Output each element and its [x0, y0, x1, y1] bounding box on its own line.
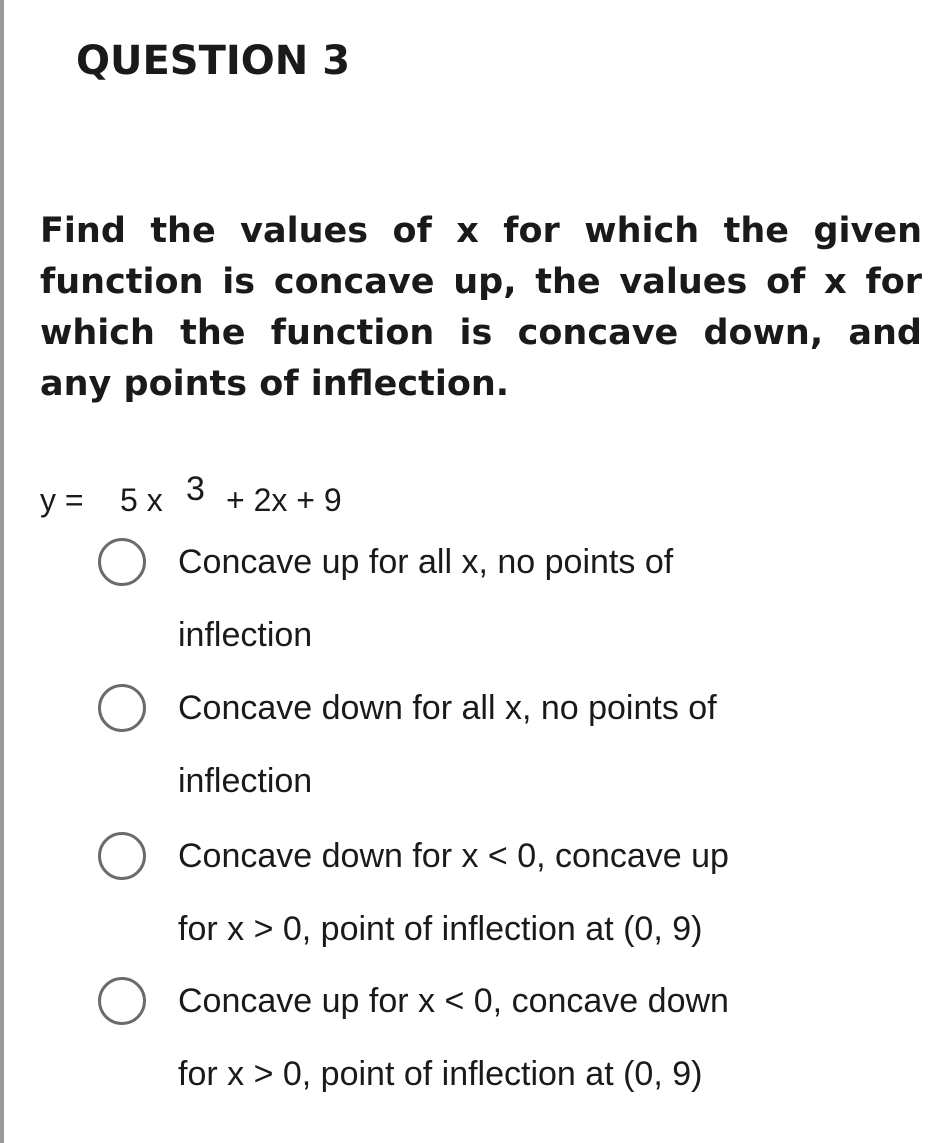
answer-option-label-b[interactable] — [178, 672, 878, 818]
answer-option-b-line-1: Concave down for all x, no points of — [178, 689, 717, 727]
answer-option-label-d[interactable] — [178, 965, 878, 1111]
answer-option-c-line-2: for x > 0, point of inflection at (0, 9) — [178, 910, 703, 948]
left-border-rule — [0, 0, 4, 1143]
radio-button-b[interactable] — [98, 684, 146, 732]
answer-option-a-line-1: Concave up for all x, no points of — [178, 543, 674, 581]
question-prompt: Find the values of x for which the given function is concave up, the values of x for which the function is concave down, and any points of inflection. — [40, 211, 922, 404]
radio-button-d[interactable] — [98, 977, 146, 1025]
radio-button-c[interactable] — [98, 832, 146, 880]
radio-button-a[interactable] — [98, 538, 146, 586]
answer-option-d-line-2: for x > 0, point of inflection at (0, 9) — [178, 1055, 703, 1093]
equation-coefficient: 5 x — [120, 482, 163, 518]
equation-exponent: 3 — [186, 470, 205, 508]
answer-option-label-c[interactable] — [178, 820, 878, 966]
answer-option-a-line-2: inflection — [178, 616, 313, 654]
equation-lhs: y = — [40, 482, 84, 518]
question-title: QUESTION 3 — [76, 38, 351, 84]
answer-option-label-a[interactable] — [178, 526, 878, 672]
answer-option-b-line-2: inflection — [178, 762, 313, 800]
answer-option-c-line-1: Concave down for x < 0, concave up — [178, 837, 729, 875]
equation-rest: + 2x + 9 — [226, 482, 342, 518]
answer-option-d-line-1: Concave up for x < 0, concave down — [178, 982, 729, 1020]
